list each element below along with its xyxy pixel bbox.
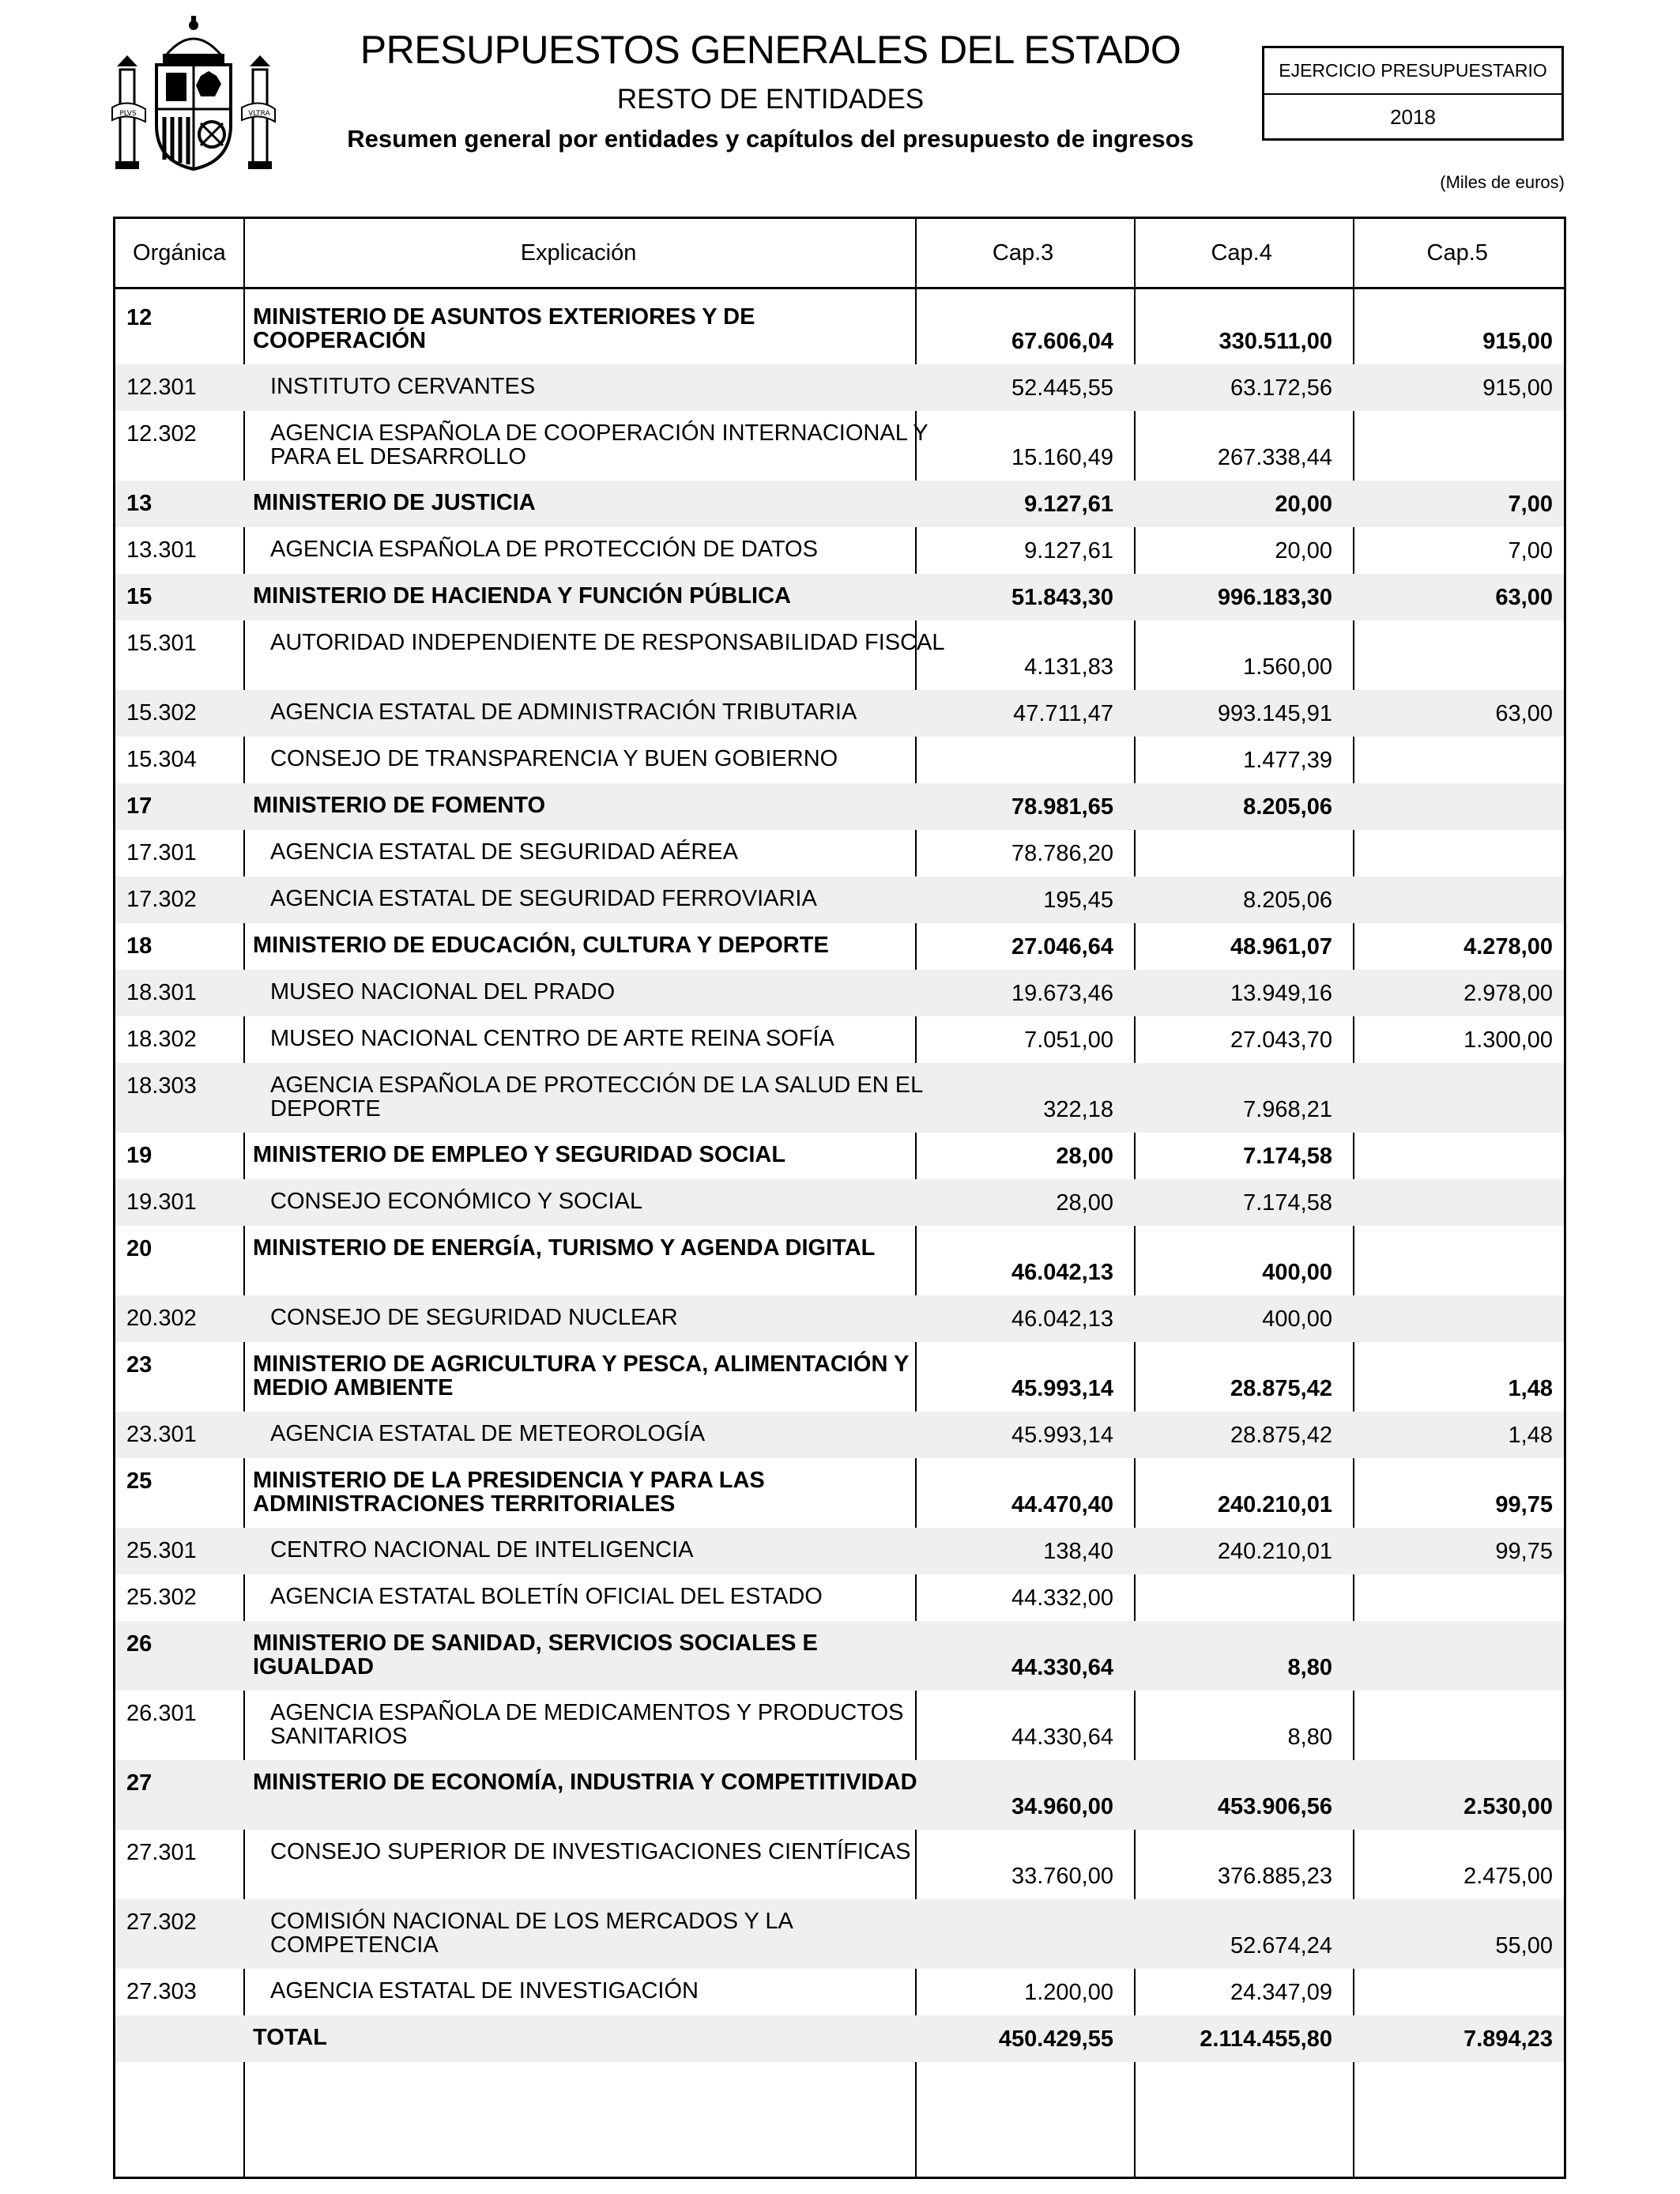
cell-cap5: 7,00 (1508, 538, 1553, 564)
table-row (115, 1621, 1564, 1691)
cell-organica: 19.301 (126, 1189, 197, 1215)
table-body (115, 295, 1564, 2062)
cell-explicacion: CONSEJO SUPERIOR DE INVESTIGACIONES CIENTÍFICAS (270, 1839, 911, 1864)
cell-cap5: 2.978,00 (1463, 981, 1553, 1006)
cell-cap4: 63.172,56 (1230, 375, 1332, 401)
cell-explicacion: AGENCIA ESPAÑOLA DE PROTECCIÓN DE LA SALUD EN EL DEPORTE (270, 1072, 923, 1122)
table-row (115, 364, 1564, 411)
cell-cap3: 450.429,55 (998, 2026, 1113, 2052)
cell-cap4: 453.906,56 (1217, 1794, 1332, 1819)
cell-organica: 20.302 (126, 1306, 197, 1331)
cell-cap5: 99,75 (1495, 1539, 1553, 1564)
table-row (115, 1016, 1564, 1063)
cell-explicacion: AGENCIA ESTATAL DE SEGURIDAD FERROVIARIA (270, 886, 817, 911)
cell-explicacion: AGENCIA ESPAÑOLA DE PROTECCIÓN DE DATOS (270, 537, 818, 562)
cell-explicacion: MINISTERIO DE HACIENDA Y FUNCIÓN PÚBLICA (253, 583, 792, 609)
cell-cap3: 28,00 (1056, 1190, 1113, 1216)
table-row (115, 1458, 1564, 1528)
cell-cap3: 44.330,64 (1011, 1725, 1113, 1750)
cell-cap4: 52.674,24 (1230, 1933, 1332, 1958)
cell-organica: 27.301 (126, 1840, 197, 1865)
cell-explicacion: MINISTERIO DE FOMENTO (253, 793, 546, 818)
cell-cap3: 52.445,55 (1011, 375, 1113, 401)
cell-organica: 26.301 (126, 1701, 197, 1726)
cell-explicacion: CONSEJO ECONÓMICO Y SOCIAL (270, 1189, 643, 1214)
col-header-organica: Orgánica (133, 239, 226, 266)
table-row (115, 1899, 1564, 1969)
cell-cap4: 20,00 (1275, 492, 1332, 517)
cell-organica: 12.302 (126, 421, 197, 447)
table-row (115, 574, 1564, 620)
cell-explicacion: AGENCIA ESPAÑOLA DE COOPERACIÓN INTERNACIONAL Y PARA EL DESARROLLO (270, 420, 929, 469)
cell-organica: 27.303 (126, 1979, 197, 2004)
cell-explicacion: CONSEJO DE SEGURIDAD NUCLEAR (270, 1305, 678, 1330)
table-row (115, 1830, 1564, 1899)
cell-cap4: 330.511,00 (1219, 329, 1332, 354)
motto-left: PLVS (119, 110, 137, 118)
cell-organica: 17.302 (126, 887, 197, 912)
cell-cap4: 2.114.455,80 (1200, 2026, 1332, 2052)
cell-cap3: 34.960,00 (1011, 1794, 1113, 1819)
table-row (115, 295, 1564, 364)
cell-organica: 12.301 (126, 375, 197, 400)
cell-cap5: 915,00 (1482, 329, 1553, 354)
cell-explicacion: AGENCIA ESTATAL DE INVESTIGACIÓN (270, 1978, 699, 2004)
cell-organica: 20 (126, 1236, 153, 1261)
cell-cap4: 8.205,06 (1243, 888, 1332, 913)
cell-cap5: 7,00 (1508, 492, 1553, 517)
cell-cap3: 19.673,46 (1011, 981, 1113, 1006)
cell-cap4: 240.210,01 (1217, 1539, 1332, 1564)
cell-cap4: 20,00 (1275, 538, 1332, 564)
cell-cap5: 63,00 (1495, 585, 1553, 610)
cell-organica: 15.302 (126, 700, 197, 726)
col-header-explicacion: Explicación (520, 239, 637, 266)
cell-cap4: 400,00 (1262, 1260, 1332, 1285)
cell-cap3: 44.470,40 (1011, 1492, 1113, 1517)
cell-cap5: 4.278,00 (1463, 934, 1553, 959)
page-subtitle: RESTO DE ENTIDADES (616, 84, 925, 115)
cell-explicacion: MINISTERIO DE EMPLEO Y SEGURIDAD SOCIAL (253, 1142, 786, 1167)
cell-cap5: 99,75 (1495, 1492, 1553, 1517)
cell-cap4: 376.885,23 (1217, 1864, 1332, 1889)
cell-cap4: 8.205,06 (1243, 794, 1332, 820)
cell-cap3: 9.127,61 (1024, 492, 1113, 517)
cell-cap4: 7.968,21 (1243, 1097, 1332, 1122)
cell-organica: 15.301 (126, 631, 197, 656)
cell-cap3: 46.042,13 (1011, 1260, 1113, 1285)
table-header (115, 219, 1564, 289)
cell-cap3: 67.606,04 (1011, 329, 1113, 354)
cell-cap3: 15.160,49 (1011, 445, 1113, 470)
table-row (115, 620, 1564, 690)
cell-organica: 18.302 (126, 1027, 197, 1052)
cell-organica: 27 (126, 1770, 153, 1796)
cell-cap4: 28.875,42 (1230, 1423, 1332, 1448)
cell-cap4: 7.174,58 (1243, 1190, 1332, 1216)
cell-explicacion: AGENCIA ESTATAL DE SEGURIDAD AÉREA (270, 839, 738, 865)
cell-organica: 18 (126, 933, 153, 959)
cell-cap3: 322,18 (1043, 1097, 1113, 1122)
cell-explicacion: MUSEO NACIONAL CENTRO DE ARTE REINA SOFÍA (270, 1026, 834, 1051)
cell-explicacion: MINISTERIO DE SANIDAD, SERVICIOS SOCIALES E IGUALDAD (253, 1630, 818, 1679)
cell-explicacion: INSTITUTO CERVANTES (270, 374, 536, 399)
cell-cap4: 993.145,91 (1217, 701, 1332, 726)
cell-organica: 13.301 (126, 537, 197, 563)
units-note: (Miles de euros) (1440, 172, 1565, 192)
cell-cap5: 7.894,23 (1463, 2026, 1553, 2052)
cell-explicacion: MINISTERIO DE ENERGÍA, TURISMO Y AGENDA DIGITAL (253, 1235, 876, 1261)
cell-cap5: 1,48 (1508, 1423, 1553, 1448)
cell-cap3: 78.981,65 (1011, 794, 1113, 820)
cell-cap3: 195,45 (1043, 888, 1113, 913)
table-row (115, 830, 1564, 876)
col-header-cap5: Cap.5 (1426, 239, 1488, 266)
table-row (115, 411, 1564, 481)
cell-cap4: 996.183,30 (1217, 585, 1332, 610)
table-row (115, 1760, 1564, 1830)
table-row (115, 1295, 1564, 1342)
cell-cap3: 7.051,00 (1024, 1027, 1113, 1053)
cell-cap5: 2.475,00 (1463, 1864, 1553, 1889)
cell-explicacion: MINISTERIO DE EDUCACIÓN, CULTURA Y DEPORTE (253, 933, 829, 958)
cell-organica: 18.303 (126, 1073, 197, 1099)
cell-explicacion: AGENCIA ESPAÑOLA DE MEDICAMENTOS Y PRODUCTOS SANITARIOS (270, 1700, 904, 1749)
cell-explicacion: AGENCIA ESTATAL DE METEOROLOGÍA (270, 1421, 706, 1446)
page-title: PRESUPUESTOS GENERALES DEL ESTADO (360, 28, 1181, 72)
fiscal-year-box (1262, 46, 1564, 141)
cell-cap3: 27.046,64 (1011, 934, 1113, 959)
cell-cap4: 28.875,42 (1230, 1376, 1332, 1401)
cell-explicacion: MINISTERIO DE JUSTICIA (253, 490, 536, 515)
table-row (115, 1574, 1564, 1621)
table-row (115, 876, 1564, 923)
cell-cap3: 51.843,30 (1011, 585, 1113, 610)
cell-cap5: 1.300,00 (1463, 1027, 1553, 1053)
cell-explicacion: MINISTERIO DE AGRICULTURA Y PESCA, ALIMENTACIÓN Y MEDIO AMBIENTE (253, 1351, 909, 1400)
cell-cap4: 8,80 (1287, 1655, 1332, 1680)
table-row (115, 1412, 1564, 1458)
cell-explicacion: CENTRO NACIONAL DE INTELIGENCIA (270, 1537, 694, 1563)
table-row (115, 1179, 1564, 1226)
table-row (115, 1528, 1564, 1574)
total-row (115, 2015, 1564, 2062)
cell-cap3: 44.332,00 (1011, 1585, 1113, 1611)
cell-organica: 25.301 (126, 1538, 197, 1563)
cell-explicacion: AUTORIDAD INDEPENDIENTE DE RESPONSABILIDAD FISCAL (270, 630, 945, 655)
cell-explicacion: MINISTERIO DE ASUNTOS EXTERIORES Y DE COOPERACIÓN (253, 304, 755, 353)
col-header-cap3: Cap.3 (992, 239, 1054, 266)
cell-organica: 26 (126, 1631, 153, 1657)
cell-cap5: 2.530,00 (1463, 1794, 1553, 1819)
cell-cap3: 1.200,00 (1024, 1980, 1113, 2005)
cell-cap3: 45.993,14 (1011, 1376, 1113, 1401)
table-row (115, 1226, 1564, 1295)
cell-cap5: 63,00 (1495, 701, 1553, 726)
cell-cap4: 24.347,09 (1230, 1980, 1332, 2005)
motto-right: VLTRA (248, 110, 270, 118)
cell-organica: 17 (126, 794, 153, 819)
cell-cap4: 13.949,16 (1230, 981, 1332, 1006)
table-row (115, 1133, 1564, 1179)
cell-organica: 15.304 (126, 747, 197, 772)
cell-explicacion: MUSEO NACIONAL DEL PRADO (270, 979, 616, 1005)
cell-explicacion: MINISTERIO DE LA PRESIDENCIA Y PARA LAS ADMINISTRACIONES TERRITORIALES (253, 1468, 765, 1517)
table-row (115, 1063, 1564, 1133)
cell-cap5: 1,48 (1508, 1376, 1553, 1401)
table-row (115, 1691, 1564, 1760)
cell-cap3: 28,00 (1056, 1144, 1113, 1169)
cell-organica: 25.302 (126, 1585, 197, 1610)
table-row (115, 527, 1564, 574)
cell-cap5: 915,00 (1482, 375, 1553, 401)
cell-cap4: 240.210,01 (1217, 1492, 1332, 1517)
cell-cap4: 7.174,58 (1243, 1144, 1332, 1169)
cell-cap4: 1.477,39 (1243, 748, 1332, 773)
budget-table (113, 217, 1566, 2179)
cell-cap4: 1.560,00 (1243, 654, 1332, 680)
fiscal-year-value: 2018 (1390, 105, 1436, 129)
col-header-cap4: Cap.4 (1211, 239, 1272, 266)
cell-explicacion: CONSEJO DE TRANSPARENCIA Y BUEN GOBIERNO (270, 746, 838, 771)
table-row (115, 690, 1564, 737)
table-row (115, 923, 1564, 970)
cell-explicacion: COMISIÓN NACIONAL DE LOS MERCADOS Y LA COMPETENCIA (270, 1909, 793, 1958)
cell-organica: 12 (126, 305, 153, 330)
cell-cap3: 45.993,14 (1011, 1423, 1113, 1448)
cell-cap4: 27.043,70 (1230, 1027, 1332, 1053)
cell-organica: 23 (126, 1352, 153, 1378)
cell-cap3: 138,40 (1043, 1539, 1113, 1564)
cell-organica: 25 (126, 1468, 153, 1494)
cell-cap4: 400,00 (1262, 1306, 1332, 1332)
table-row (115, 1342, 1564, 1412)
table-row (115, 481, 1564, 527)
cell-organica: 23.301 (126, 1422, 197, 1447)
cell-cap5: 55,00 (1495, 1933, 1553, 1958)
table-row (115, 970, 1564, 1016)
cell-cap3: 44.330,64 (1011, 1655, 1113, 1680)
table-row (115, 737, 1564, 783)
cell-organica: 17.301 (126, 840, 197, 865)
cell-organica: 27.302 (126, 1909, 197, 1935)
cell-explicacion: AGENCIA ESTATAL BOLETÍN OFICIAL DEL ESTADO (270, 1584, 823, 1609)
cell-cap3: 9.127,61 (1024, 538, 1113, 564)
cell-explicacion: MINISTERIO DE ECONOMÍA, INDUSTRIA Y COMPETITIVIDAD (253, 1770, 917, 1795)
cell-cap4: 267.338,44 (1217, 445, 1332, 470)
cell-organica: 18.301 (126, 980, 197, 1005)
cell-cap4: 8,80 (1287, 1725, 1332, 1750)
table-row (115, 1969, 1564, 2015)
cell-cap4: 48.961,07 (1230, 934, 1332, 959)
cell-explicacion: TOTAL (253, 2025, 327, 2050)
cell-cap3: 33.760,00 (1011, 1864, 1113, 1889)
page-description: Resumen general por entidades y capítulos del presupuesto de ingresos (347, 125, 1194, 153)
fiscal-year-label: EJERCICIO PRESUPUESTARIO (1264, 48, 1561, 95)
cell-explicacion: AGENCIA ESTATAL DE ADMINISTRACIÓN TRIBUTARIA (270, 699, 857, 725)
cell-organica: 13 (126, 491, 153, 516)
cell-cap3: 47.711,47 (1013, 701, 1113, 726)
table-row (115, 783, 1564, 830)
cell-cap3: 78.786,20 (1011, 841, 1113, 866)
cell-cap3: 46.042,13 (1011, 1306, 1113, 1332)
cell-cap3: 4.131,83 (1024, 654, 1113, 680)
cell-organica: 19 (126, 1143, 153, 1168)
cell-organica: 15 (126, 584, 153, 609)
